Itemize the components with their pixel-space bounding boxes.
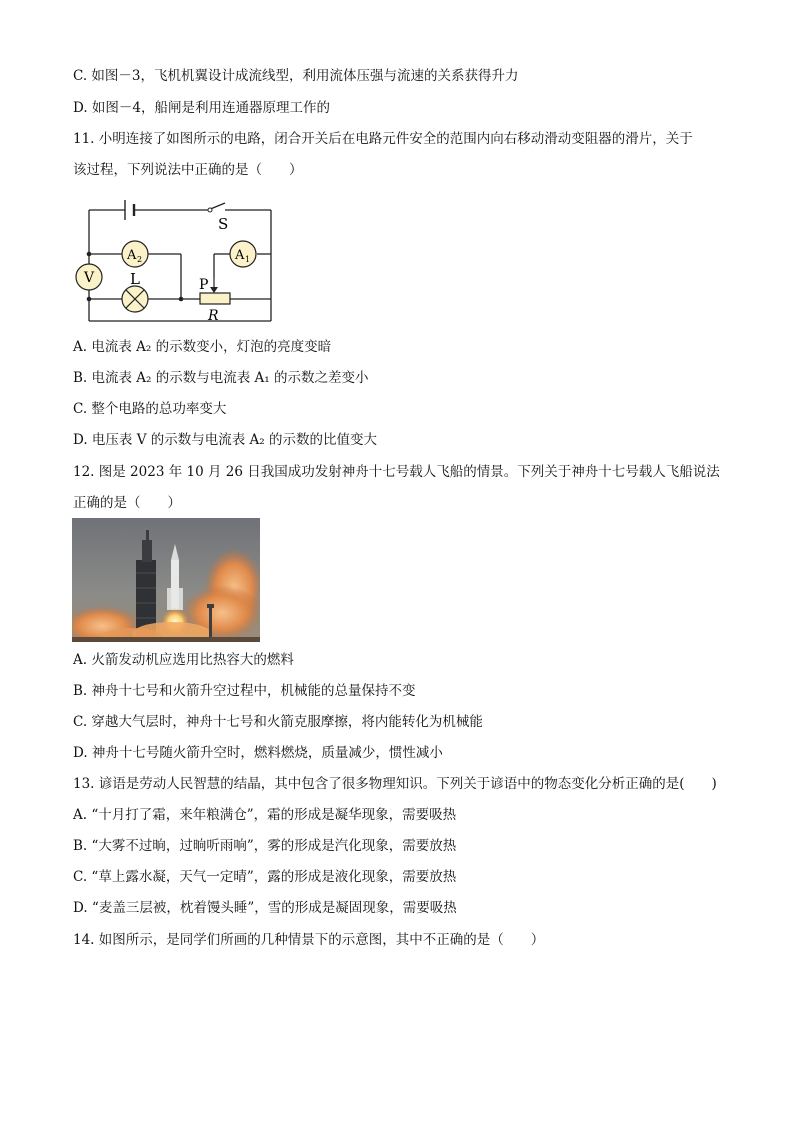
q13-option-d: D. “麦盖三层被，枕着馒头睡”，雪的形成是凝固现象，需要吸热 [73,900,457,916]
switch-label: S [218,215,229,233]
q12-option-b: B. 神舟十七号和火箭升空过程中，机械能的总量保持不变 [73,683,416,699]
ammeter-a2-subscript: 2 [137,255,143,264]
q12-option-a: A. 火箭发动机应选用比热容大的燃料 [73,652,294,668]
circuit-diagram [72,196,278,328]
q12-option-d: D. 神舟十七号随火箭升空时，燃料燃烧，质量减少，惯性减小 [73,745,443,761]
q11-stem-line1: 11. 小明连接了如图所示的电路，闭合开关后在电路元件安全的范围内向右移动滑动变阻器的滑片，关于 [73,131,693,147]
ammeter-a1-subscript: 1 [245,255,251,264]
q13-option-c: C. “草上露水凝，天气一定晴”，露的形成是液化现象，需要放热 [73,869,457,885]
q12-stem-line2: 正确的是（ ） [73,495,181,511]
q11-option-a: A. 电流表 A₂ 的示数变小，灯泡的亮度变暗 [73,339,332,355]
q11-stem-line2: 该过程，下列说法中正确的是（ ） [73,162,303,178]
q13-stem: 13. 谚语是劳动人民智慧的结晶，其中包含了很多物理知识。下列关于谚语中的物态变化分析正确的是( ) [73,776,717,792]
ammeter-a1-label: A [235,248,245,263]
rheostat-label: R [208,308,219,324]
q11-option-b: B. 电流表 A₂ 的示数与电流表 A₁ 的示数之差变小 [73,370,369,386]
q10-option-c: C. 如图－3，飞机机翼设计成流线型，利用流体压强与流速的关系获得升力 [73,68,519,84]
voltmeter-label: V [84,270,95,286]
q12-stem-line1: 12. 图是 2023 年 10 月 26 日我国成功发射神舟十七号载人飞船的情景。下列关于神舟十七号载人飞船说法 [73,464,720,480]
q10-option-d: D. 如图－4，船闸是利用连通器原理工作的 [73,100,331,116]
q12-option-c: C. 穿越大气层时，神舟十七号和火箭克服摩擦，将内能转化为机械能 [73,714,483,730]
q14-stem: 14. 如图所示，是同学们所画的几种情景下的示意图，其中不正确的是（ ） [73,932,545,948]
q11-option-d: D. 电压表 V 的示数与电流表 A₂ 的示数的比值变大 [73,432,377,448]
slider-arrow-head [210,287,218,293]
rocket-launch-photo [72,518,260,642]
q13-option-b: B. “大雾不过晌，过晌听雨响”，雾的形成是汽化现象，需要放热 [73,838,457,854]
switch-contact [208,208,212,212]
lamp-label: L [130,270,140,288]
ammeter-a2-label: A [127,248,137,263]
q11-option-c: C. 整个电路的总功率变大 [73,401,227,417]
q13-option-a: A. “十月打了霜，来年粮满仓”，霜的形成是凝华现象，需要吸热 [73,807,457,823]
slider-label: P [199,277,209,293]
rheostat-icon [200,293,230,304]
